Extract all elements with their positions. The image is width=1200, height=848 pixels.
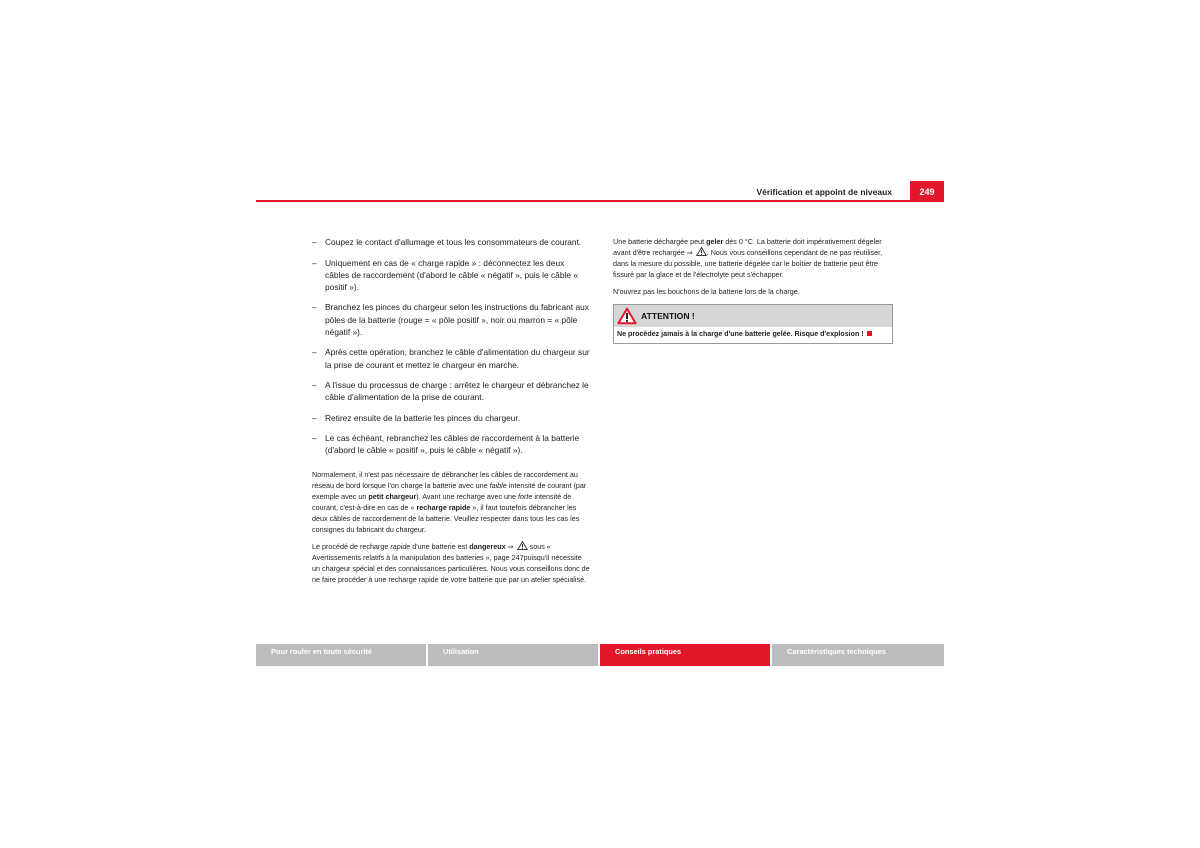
attention-title: ATTENTION ! bbox=[641, 311, 695, 322]
attention-text: Ne procédez jamais à la charge d'une batterie gelée. Risque d'explosion ! bbox=[614, 327, 892, 343]
end-of-section-icon bbox=[867, 331, 872, 336]
warning-triangle-icon[interactable] bbox=[517, 541, 528, 550]
list-item: – Le cas échéant, rebranchez les câbles de raccordement à la batterie (d'abord le câble « positif », puis le câble « négatif »). bbox=[312, 433, 580, 456]
list-item: – A l'issue du processus de charge : arrêtez le chargeur et débranchez le câble d'alimentation de la prise de courant. bbox=[312, 380, 589, 403]
tab-utilisation[interactable]: Utilisation bbox=[428, 644, 598, 666]
attention-header bbox=[614, 305, 892, 327]
cross-reference-link[interactable]: sous « Avertissements relatifs à la manipulation des batteries », page 247puisqu'il nécessite un chargeur spécial et des connaissances particulières. Nous vous conseillons donc de ne faire procéder à une recharge rapide de votre batterie que par un atelier spécialisé. bbox=[312, 542, 590, 585]
tab-pour-rouler[interactable]: Pour rouler en toute sécurité bbox=[256, 644, 426, 666]
tab-caracteristiques[interactable]: Caractéristiques techniques bbox=[772, 644, 944, 666]
list-item: – Coupez le contact d'allumage et tous les consommateurs de courant. bbox=[312, 237, 582, 247]
warning-triangle-icon[interactable] bbox=[696, 247, 707, 256]
header-divider bbox=[256, 200, 944, 202]
attention-box bbox=[613, 304, 893, 344]
left-column bbox=[312, 236, 590, 592]
fast-charge-paragraph: Le procédé de recharge rapide d'une batterie est dangereux ⇒ sous « Avertissements relatifs à la manipulation des batteries », page 247puisqu'il nécessite un chargeur spécial et des connaissances particulières. Nous vous conseillons donc de ne faire procéder à une recharge rapide de votre batterie que par un atelier spécialisé. bbox=[312, 542, 590, 585]
list-item: – Branchez les pinces du chargeur selon les instructions du fabricant aux pôles de la batterie (rouge = « pôle positif », noir ou marron = « pôle négatif »). bbox=[312, 302, 589, 337]
page-number: 249 bbox=[910, 181, 944, 201]
charging-current-paragraph: Normalement, il n'est pas nécessaire de débrancher les câbles de raccordement au réseau de bord lorsque l'on charge la batterie avec une faible intensité de courant (par exemple avec un petit chargeur). Avant une recharge avec une forte intensité de courant, c'est-à-dire en cas de « recharge rapide », il faut toutefois débrancher les deux câbles de raccordement de la batterie. Veuillez respecter dans tous les cas les consignes du fabricant du chargeur. bbox=[312, 469, 587, 535]
warning-triangle-icon bbox=[617, 307, 637, 325]
section-title: Vérification et appoint de niveaux bbox=[756, 187, 892, 197]
right-column bbox=[613, 236, 891, 344]
list-item: – Retirez ensuite de la batterie les pinces du chargeur. bbox=[312, 412, 521, 423]
list-item: – Après cette opération, branchez le câble d'alimentation du chargeur sur la prise de courant et mettez le chargeur en marche. bbox=[312, 347, 590, 370]
chapter-tabs bbox=[256, 644, 944, 666]
list-item: – Uniquement en cas de « charge rapide » : déconnectez les deux câbles de raccordement (d'abord le câble « négatif », puis le câble « positif »). bbox=[312, 257, 579, 292]
frozen-battery-paragraph: Une batterie déchargée peut geler dès 0 °C. La batterie doit impérativement dégeler avant d'être rechargée ⇒ . Nous vous conseillons cependant de ne pas réutiliser, dans la mesure du possible, une batterie dégelée car le boîtier de batterie peut être fissuré par la glace et de l'électrolyte peut s'échapper. bbox=[613, 237, 883, 280]
tab-conseils-pratiques[interactable]: Conseils pratiques bbox=[600, 644, 770, 666]
steps-list bbox=[312, 236, 590, 457]
caps-paragraph: N'ouvrez pas les bouchons de la batterie lors de la charge. bbox=[613, 287, 800, 297]
